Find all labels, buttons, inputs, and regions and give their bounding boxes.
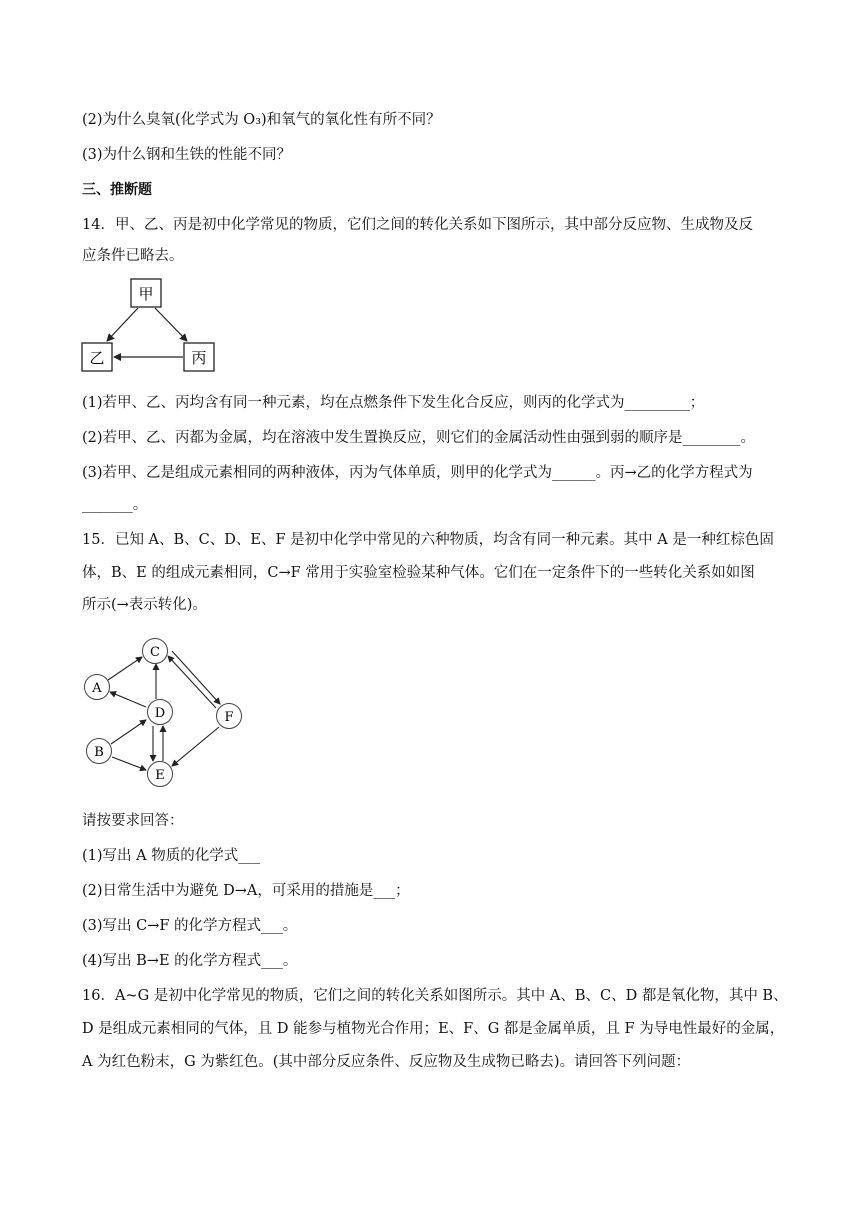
q15-part4: (4)写出 B→E 的化学方程式___。 xyxy=(82,953,298,969)
q14-node-left-label: 乙 xyxy=(89,349,105,367)
q15-node-a-label: A xyxy=(92,681,102,696)
q14-stem-line2: 应条件已略去。 xyxy=(82,248,184,264)
q15-node-e xyxy=(148,762,173,787)
q15-part2: (2)日常生活中为避免 D→A，可采用的措施是___； xyxy=(82,883,410,899)
q15-stem-line1: 15．已知 A、B、C、D、E、F 是初中化学中常见的六种物质，均含有同一种元素。其中 A 是一种红棕色固 xyxy=(82,532,774,548)
q15-arrow-b-to-e xyxy=(112,757,146,770)
q16-stem-line1: 16．A~G 是初中化学常见的物质，它们之间的转化关系如图所示。其中 A、B、C、D 都是氧化物，其中 B、 xyxy=(82,988,788,1004)
q13-part2: (2)为什么臭氧(化学式为 O₃)和氧气的氧化性有所不同？ xyxy=(82,112,441,128)
q14-part2: (2)若甲、乙、丙都为金属，均在溶液中发生置换反应，则它们的金属活动性由强到弱的顺序是________。 xyxy=(82,430,756,446)
q13-part3: (3)为什么钢和生铁的性能不同？ xyxy=(82,147,292,163)
q15-node-f-label: F xyxy=(224,710,234,725)
q15-node-b-label: B xyxy=(94,745,104,760)
q15-node-d-label: D xyxy=(154,706,166,721)
q16-stem-line3: A 为红色粉末，G 为紫红色。(其中部分反应条件、反应物及生成物已略去)。请回答下列问题： xyxy=(82,1054,691,1070)
q15-node-c-label: C xyxy=(150,645,160,660)
q15-node-b xyxy=(87,739,112,764)
q15-part1: (1)写出 A 物质的化学式___ xyxy=(82,848,260,864)
section-heading: 三、推断题 xyxy=(82,182,152,198)
q15-node-f xyxy=(217,704,242,729)
q15-arrow-c-to-f xyxy=(172,651,220,704)
q15-arrow-a-to-c xyxy=(108,657,142,680)
q15-stem-line2: 体，B、E 的组成元素相同，C→F 常用于实验室检验某种气体。它们在一定条件下的一些转化关系如如图 xyxy=(82,565,755,581)
q14-part3-line1: (3)若甲、乙是组成元素相同的两种液体，丙为气体单质，则甲的化学式为______。丙→乙的化学方程式为 xyxy=(82,465,753,481)
q15-arrow-f-to-c xyxy=(168,656,216,708)
q14-part3-line2: _______。 xyxy=(82,497,148,513)
q15-prompt: 请按要求回答： xyxy=(82,813,184,829)
q15-diagram xyxy=(78,634,250,790)
q14-node-top xyxy=(131,279,161,307)
q16-stem-line2: D 是组成元素相同的气体，且 D 能参与植物光合作用；E、F、G 都是金属单质，且 F 为导电性最好的金属， xyxy=(82,1021,785,1037)
q15-part3: (3)写出 C→F 的化学方程式___。 xyxy=(82,918,298,934)
q15-node-a xyxy=(85,675,110,700)
q15-arrow-d-to-a xyxy=(110,692,146,707)
q15-arrow-f-to-e xyxy=(172,727,219,766)
q14-node-left xyxy=(82,343,112,371)
q14-node-top-label: 甲 xyxy=(138,285,154,303)
q14-node-right xyxy=(184,343,214,371)
q14-node-right-label: 丙 xyxy=(191,349,207,367)
q15-stem-line3: 所示(→表示转化)。 xyxy=(82,597,207,613)
q15-node-d xyxy=(148,700,173,725)
q14-arrow-top-to-right xyxy=(155,308,187,341)
q15-node-c xyxy=(143,639,168,664)
q14-stem-line1: 14．甲、乙、丙是初中化学常见的物质，它们之间的转化关系如下图所示，其中部分反应物、生成物及反 xyxy=(82,217,753,233)
q15-arrow-b-to-d xyxy=(111,720,146,744)
q14-arrow-top-to-left xyxy=(107,308,138,341)
q14-part1: (1)若甲、乙、丙均含有同一种元素，均在点燃条件下发生化合反应，则丙的化学式为_________； xyxy=(82,395,705,411)
q14-diagram xyxy=(80,277,220,373)
q15-node-e-label: E xyxy=(155,768,165,783)
